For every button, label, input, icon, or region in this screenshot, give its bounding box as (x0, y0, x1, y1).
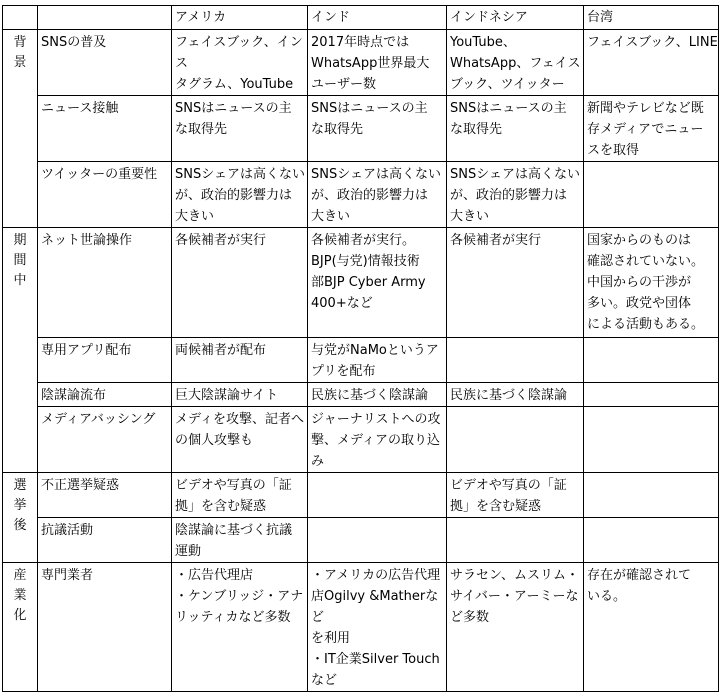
data-cell: フェイスブック、インス タグラム、YouTube (172, 30, 308, 96)
table-row (3, 162, 719, 228)
data-cell (447, 338, 584, 383)
row-label-cell: ネット世論操作 (38, 228, 172, 338)
row-label-cell: 専用アプリ配布 (38, 338, 172, 383)
data-cell (584, 473, 719, 518)
category-cell-campaign: 期 間 中 (3, 228, 38, 473)
table-row (3, 407, 719, 473)
table-row (3, 563, 719, 692)
row-label-cell: ニュース接触 (38, 96, 172, 162)
data-cell: SNSシェアは高くない が、政治的影響力は 大きい (172, 162, 308, 228)
data-cell: 2017年時点では WhatsApp世界最大 ユーザー数 (308, 30, 447, 96)
data-cell: ジャーナリストへの攻 撃、メディアの取り込 み (308, 407, 447, 473)
header-cell-taiwan (584, 6, 719, 30)
table-row (3, 96, 719, 162)
row-label-cell: ツイッターの重要性 (38, 162, 172, 228)
row-label-cell: 陰謀論流布 (38, 383, 172, 407)
row-label-cell: 専門業者 (38, 563, 172, 692)
header-cell-item (38, 6, 172, 30)
data-cell: ビデオや写真の「証 拠」を含む疑惑 (447, 473, 584, 518)
data-cell: YouTube、 WhatsApp、フェイス ブック、ツイッター (447, 30, 584, 96)
row-label-cell: メディアバッシング (38, 407, 172, 473)
data-cell: メディを攻撃、記者へ の個人攻撃も (172, 407, 308, 473)
data-cell: 民族に基づく陰謀論 (447, 383, 584, 407)
table-row (3, 518, 719, 563)
data-cell: SNSはニュースの主 な取得先 (172, 96, 308, 162)
data-cell (584, 162, 719, 228)
header-cell-usa (172, 6, 308, 30)
data-cell: 各候補者が実行 (447, 228, 584, 338)
data-cell: フェイスブック、LINE (584, 30, 719, 96)
data-cell: ・広告代理店 ・ケンブリッジ・アナ リッティカなど多数 (172, 563, 308, 692)
row-label-cell: 抗議活動 (38, 518, 172, 563)
column-header: インド (311, 10, 351, 25)
data-cell (447, 518, 584, 563)
data-cell: 新聞やテレビなど既 存メディアでニュー スを取得 (584, 96, 719, 162)
data-cell: SNSシェアは高くない が、政治的影響力は 大きい (447, 162, 584, 228)
data-cell (308, 518, 447, 563)
data-cell: 各候補者が実行 (172, 228, 308, 338)
data-cell: ・アメリカの広告代理 店Ogilvy &Matherなど を利用 ・IT企業Silver Touch など (308, 563, 447, 692)
data-cell: サラセン、ムスリム・ サイバー・アーミーな ど多数 (447, 563, 584, 692)
data-cell (584, 407, 719, 473)
data-cell: 与党がNaMoというア プリを配布 (308, 338, 447, 383)
data-cell: 存在が確認されて いる。 (584, 563, 719, 692)
data-cell (584, 383, 719, 407)
header-row (3, 6, 719, 30)
header-cell-india (308, 6, 447, 30)
category-cell-post-election: 選 挙 後 (3, 473, 38, 563)
table-row (3, 338, 719, 383)
header-cell-indonesia (447, 6, 584, 30)
data-cell: SNSシェアは高くない が、政治的影響力は 大きい (308, 162, 447, 228)
row-label-cell: SNSの普及 (38, 30, 172, 96)
table-row (3, 383, 719, 407)
category-cell-industrialization: 産 業 化 (3, 563, 38, 692)
data-cell: 巨大陰謀論サイト (172, 383, 308, 407)
table-row (3, 228, 719, 338)
data-cell: 両候補者が配布 (172, 338, 308, 383)
comparison-table (2, 5, 719, 692)
data-cell (308, 473, 447, 518)
data-cell (584, 518, 719, 563)
data-cell: SNSはニュースの主 な取得先 (308, 96, 447, 162)
column-header: 台湾 (587, 10, 614, 25)
column-header: インドネシア (450, 10, 528, 25)
table-row (3, 473, 719, 518)
column-header: アメリカ (175, 10, 227, 25)
data-cell: 各候補者が実行。 BJP(与党)情報技術 部BJP Cyber Army 400+など (308, 228, 447, 338)
data-cell: SNSはニュースの主 な取得先 (447, 96, 584, 162)
data-cell: 陰謀論に基づく抗議 運動 (172, 518, 308, 563)
data-cell: 国家からのものは 確認されていない。 中国からの干渉が 多い。政党や団体 による活動もある。 (584, 228, 719, 338)
data-cell (447, 407, 584, 473)
data-cell (584, 338, 719, 383)
table-row (3, 30, 719, 96)
row-label-cell: 不正選挙疑惑 (38, 473, 172, 518)
category-cell-background: 背 景 (3, 30, 38, 228)
data-cell: ビデオや写真の「証 拠」を含む疑惑 (172, 473, 308, 518)
header-cell-corner (3, 6, 38, 30)
data-cell: 民族に基づく陰謀論 (308, 383, 447, 407)
